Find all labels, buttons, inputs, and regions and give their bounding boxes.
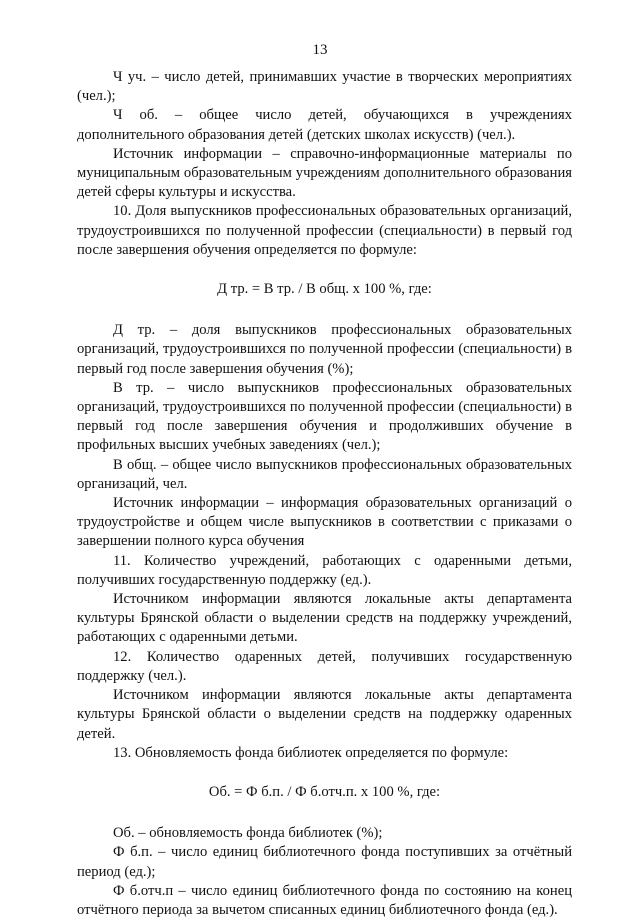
paragraph-item-12: 12. Количество одаренных детей, получивших государственную поддержку (чел.). xyxy=(77,648,572,684)
paragraph-source-info-3: Источником информации являются локальные акты департамента культуры Брянской области о выделении средств на поддержку учреждений, работающих с одаренными детьми. xyxy=(77,591,572,646)
formula-d-tr: Д тр. = В тр. / В общ. х 100 %, где: xyxy=(217,281,432,298)
paragraph-ch-uch: Ч уч. – число детей, принимавших участие в творческих мероприятиях (чел.); xyxy=(77,69,572,105)
paragraph-f-botchp-definition: Ф б.отч.п – число единиц библиотечного фонда по состоянию на конец отчётного периода за вычетом списанных единиц библиотечного фонда (ед.). xyxy=(77,882,572,918)
paragraph-v-tr-definition: В тр. – число выпускников профессиональных образовательных организаций, трудоустроившихся по полученной профессии (специальности) в первый год после завершения обучения и продолживших обучение в профильных высших учебных заведениях (чел.); xyxy=(77,379,572,454)
page-number: 13 xyxy=(312,42,328,58)
paragraph-item-10: 10. Доля выпускников профессиональных образовательных организаций, трудоустроившихся по полученной профессии (специальности) в первый год после завершения обучения определяется по формуле: xyxy=(77,203,572,258)
paragraph-v-obsh-definition: В общ. – общее число выпускников профессиональных образовательных организаций, чел. xyxy=(77,456,572,492)
paragraph-ch-ob: Ч об. – общее число детей, обучающихся в учреждениях дополнительного образования детей (детских школах искусств) (чел.). xyxy=(77,107,572,143)
paragraph-ob-definition: Об. – обновляемость фонда библиотек (%); xyxy=(113,825,383,842)
formula-ob: Об. = Ф б.п. / Ф б.отч.п. х 100 %, где: xyxy=(208,783,441,800)
paragraph-item-11: 11. Количество учреждений, работающих с одаренными детьми, получивших государственную поддержку (ед.). xyxy=(77,552,572,588)
paragraph-source-info-2: Источник информации – информация образовательных организаций о трудоустройстве и общем числе выпускников в соответствии с приказами о завершении полного курса обучения xyxy=(77,495,572,550)
document-body xyxy=(77,68,572,920)
paragraph-d-tr-definition: Д тр. – доля выпускников профессиональных образовательных организаций, трудоустроившихся по полученной профессии (специальности) в первый год после завершения обучения (%); xyxy=(77,322,572,377)
paragraph-source-info-1: Источник информации – справочно-информационные материалы по муниципальным образовательным учреждениям дополнительного образования детей сферы культуры и искусства. xyxy=(77,145,572,201)
paragraph-f-bp-definition: Ф б.п. – число единиц библиотечного фонда поступивших за отчётный период (ед.); xyxy=(77,844,572,880)
paragraph-item-13: 13. Обновляемость фонда библиотек определяется по формуле: xyxy=(113,744,509,761)
paragraph-source-info-4: Источником информации являются локальные акты департамента культуры Брянской области о выделении средств на поддержку одаренных детей. xyxy=(77,687,572,742)
